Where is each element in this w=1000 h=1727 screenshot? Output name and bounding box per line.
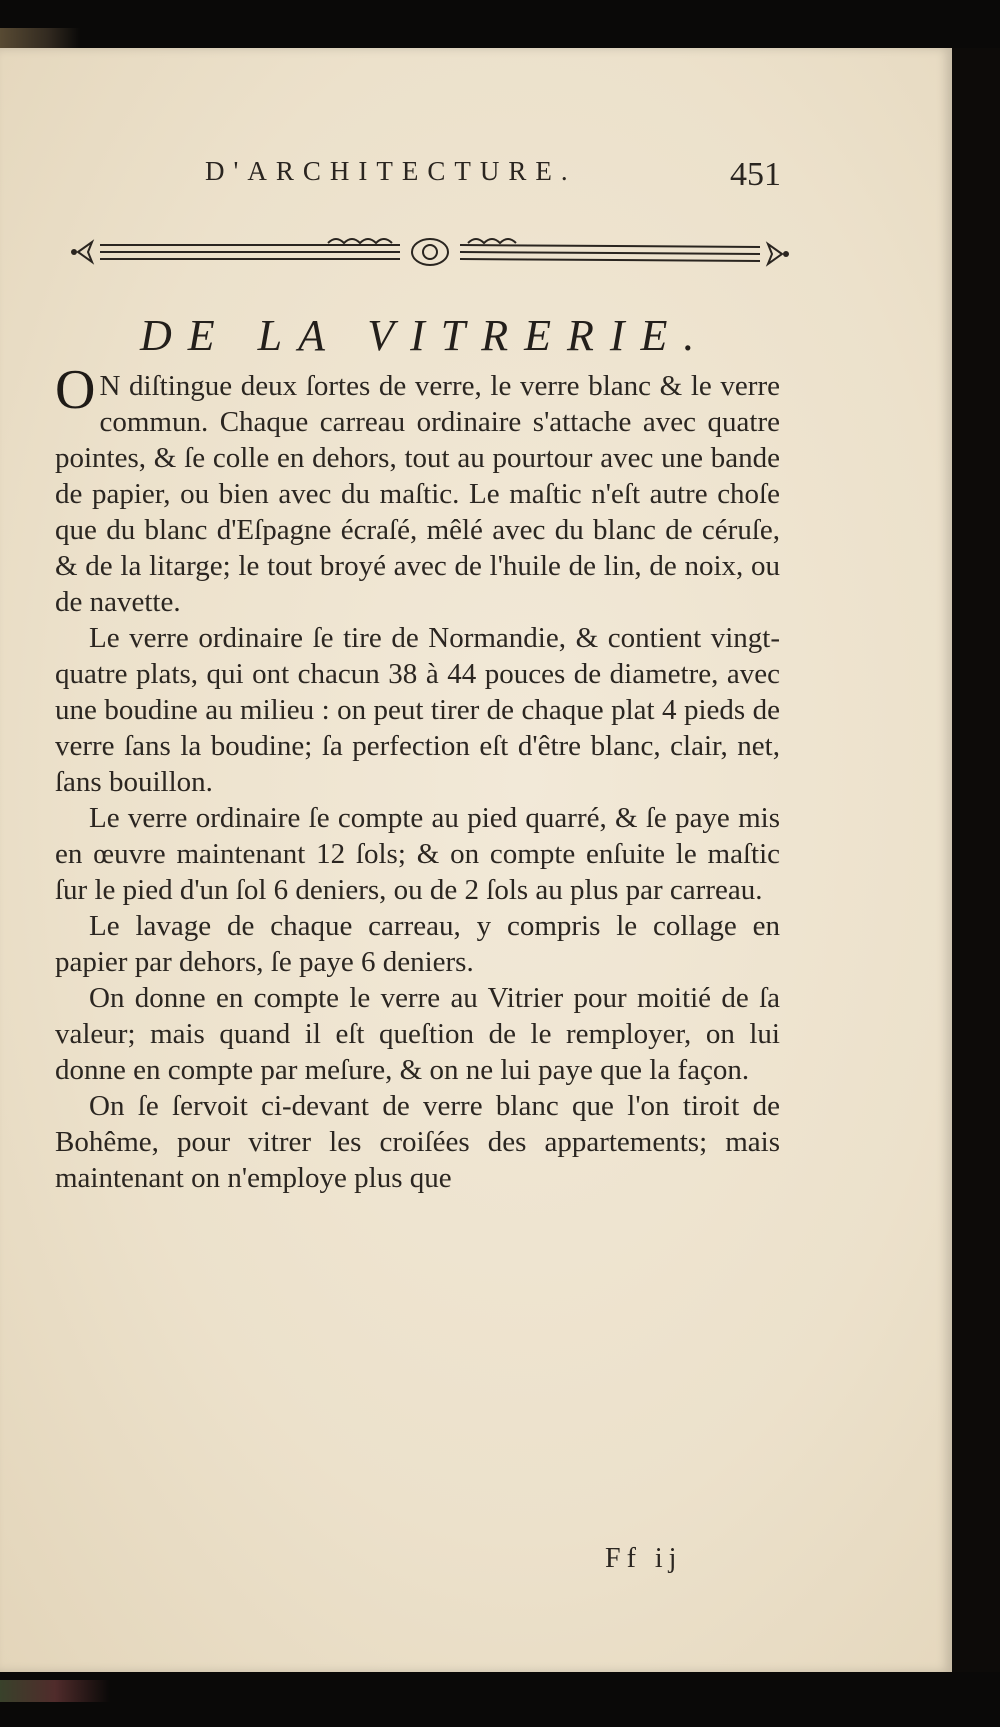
cover-wear (0, 1680, 110, 1702)
book-page (0, 48, 952, 1672)
ornamental-rule (70, 233, 790, 271)
page-number: 451 (730, 156, 781, 193)
paragraph-1 (55, 359, 780, 620)
paragraph-4: Le lavage de chaque carreau, y compris le collage en papier par dehors, ſe paye 6 deniers. (55, 910, 780, 978)
chapter-title: DE LA VITRERIE. (140, 311, 711, 360)
body-text (55, 359, 780, 1196)
cover-wear (0, 28, 80, 48)
running-head: D'ARCHITECTURE. (205, 156, 577, 186)
book-bottom-edge (0, 1672, 1000, 1727)
paragraph-2: Le verre ordinaire ſe tire de Normandie, & contient vingt-quatre plats, qui ont chacun 38 à 44 pouces de diametre, avec une boudine au milieu : on peut tirer de chaque plat 4 pieds de verre ſans la boudine; ſa perfection eſt d'être blanc, clair, net, ſans bouillon. (55, 622, 780, 798)
paragraph-3: Le verre ordinaire ſe compte au pied quarré, & ſe paye mis en œuvre maintenant 12 ſols; & on compte enſuite le maſtic ſur le pied d'un ſol 6 deniers, ou de 2 ſols au plus par carreau. (55, 802, 780, 906)
book-top-edge (0, 0, 1000, 48)
paragraph-6: On ſe ſervoit ci-devant de verre blanc que l'on tiroit de Bohême, pour vitrer les croiſées des appartements; mais maintenant on n'employe plus que (55, 1090, 780, 1194)
drop-cap: O (55, 359, 96, 421)
paragraph-5: On donne en compte le verre au Vitrier pour moitié de ſa valeur; mais quand il eſt queſtion de le remployer, on lui donne en compte par meſure, & on ne lui paye que la façon. (55, 982, 780, 1086)
paragraph-1-text: N diſtingue deux ſortes de verre, le verre blanc & le verre commun. Chaque carreau ordinaire s'attache avec quatre pointes, & ſe colle en dehors, tout au pourtour avec une bande de papier, ou bien avec du maſtic. Le maſtic n'eſt autre choſe que du blanc d'Eſpagne écraſé, mêlé avec du blanc de céruſe, & de la litarge; le tout broyé avec de l'huile de lin, de noix, ou de navette. (55, 370, 780, 618)
signature-mark: Ff ij (605, 1543, 683, 1574)
